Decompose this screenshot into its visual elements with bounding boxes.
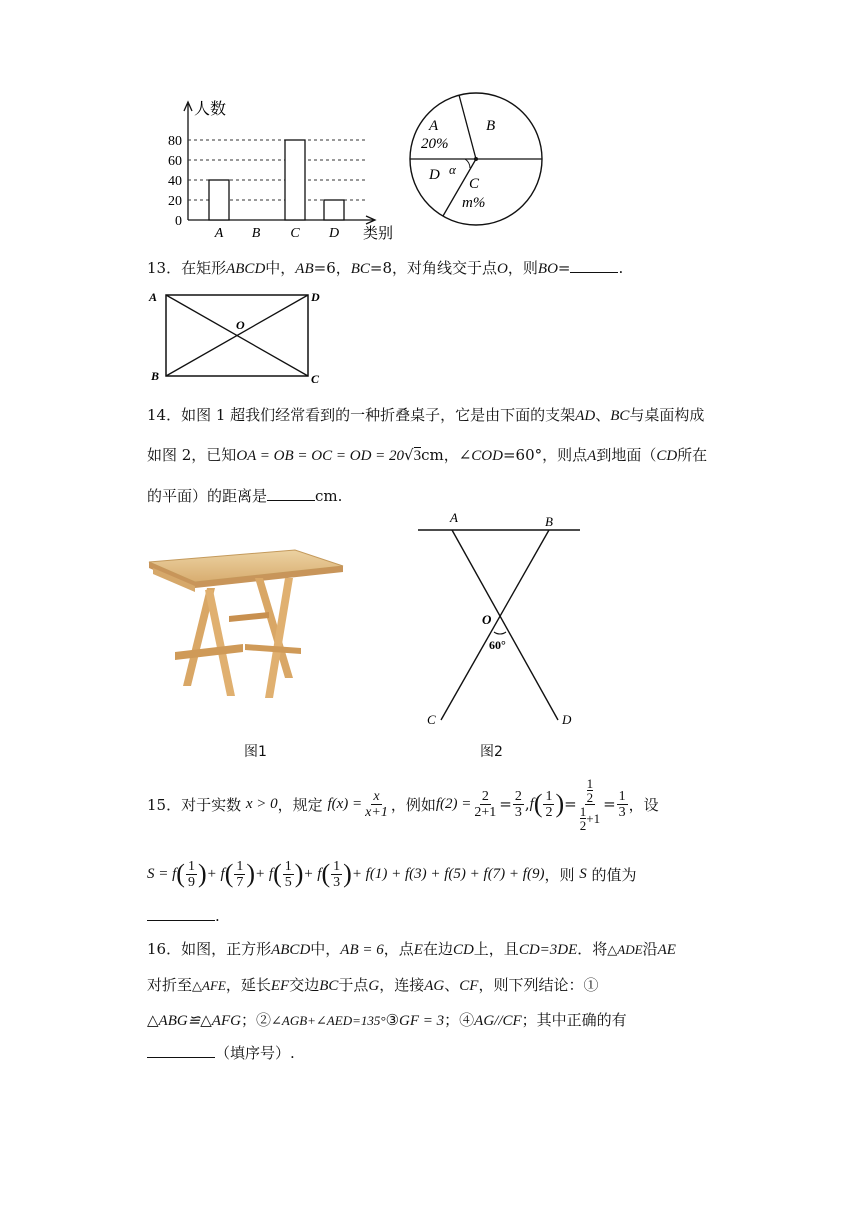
vertex-d: D — [311, 290, 320, 304]
frac-one-third: $\frac{1}{3}$ — [618, 788, 626, 820]
leg-right-b — [265, 578, 293, 698]
vertex-a: A — [149, 290, 158, 304]
q14-answer-blank[interactable] — [267, 486, 315, 501]
point-o: O — [236, 318, 245, 332]
bar-chart — [160, 90, 400, 245]
pie-label-c: C — [469, 176, 480, 192]
x-tick-label-B: B — [251, 226, 261, 241]
q16-answer-blank[interactable] — [147, 1043, 215, 1058]
alpha-arc — [465, 159, 470, 168]
q16-line2: 对折至△AFE，延长EF交边BC于点G，连接AG、CF，则下列结论：① — [147, 976, 599, 994]
bar-C — [285, 140, 305, 220]
frac-1-7: $\frac{1}{7}$ — [236, 858, 244, 890]
y-tick-label: 60 — [168, 154, 182, 169]
x-tick-label-C: C — [290, 226, 300, 241]
angle-cod-arc — [494, 632, 506, 634]
x-axis-label: 类别 — [363, 226, 394, 242]
fig2-label-angle: 60° — [489, 638, 506, 652]
frac-1-9: $\frac{1}{9}$ — [187, 858, 195, 890]
fig2-label-c: C — [427, 712, 436, 727]
vertex-c: C — [311, 372, 320, 386]
leg-left-b — [205, 590, 235, 696]
y-tick-label: 40 — [168, 174, 182, 189]
bar-D — [324, 200, 344, 220]
x-tick-label-D: D — [328, 226, 340, 241]
q14-line3: 的平面）的距离是 cm. — [147, 487, 343, 505]
frac-1-3: $\frac{1}{3}$ — [333, 858, 341, 890]
y-axis-label: 人数 — [194, 101, 227, 118]
q14-line1: 14．如图 1 超我们经常看到的一种折叠桌子，它是由下面的支架AD、BC与桌面构成 — [147, 406, 705, 424]
pie-divider-top — [459, 95, 476, 159]
q15-answer-blank[interactable] — [147, 906, 215, 921]
frac-half: $\frac{1}{2}$ — [545, 788, 553, 820]
pie-chart — [405, 90, 550, 235]
frac-2-over-3-expanded: $\frac{2}{2+1}$ — [474, 788, 497, 820]
pie-label-alpha: α — [449, 162, 456, 177]
frac-1-5: $\frac{1}{5}$ — [284, 858, 292, 890]
vertex-b: B — [151, 369, 160, 383]
pie-label-a: A — [429, 118, 439, 134]
crossbar-front — [175, 644, 243, 660]
q15-line1: 15． 对于实数 x > 0 ，规定 f(x) = $\frac{x}{x+1}$ ，例如 f(2) = $\frac{2}{2+1}$ = $\frac{2}{3}$ , f ( $\frac{1}{2}$ ) = 1 2 1 2 +1 = $\frac{1}{3}$ ，设 — [147, 775, 659, 833]
x-tick-label-A: A — [214, 226, 224, 241]
crossbar-mid — [229, 612, 269, 622]
q13-rectangle-figure — [145, 285, 330, 390]
pie-label-d: D — [429, 167, 440, 183]
support-ad — [452, 530, 558, 720]
q13-answer-blank[interactable] — [570, 258, 618, 273]
frac-compound: 1 2 1 2 +1 — [579, 775, 601, 833]
bar-A — [209, 180, 229, 220]
y-tick-label: 0 — [175, 214, 182, 229]
pie-label-c-pct: m% — [462, 195, 486, 211]
q14-figure2 — [410, 508, 590, 733]
fig2-label-o: O — [482, 612, 492, 627]
pie-label-b: B — [486, 118, 496, 134]
support-bc — [441, 530, 549, 720]
pie-center — [474, 157, 478, 161]
q13-text: 13．在矩形ABCD中，AB=6，BC=8，对角线交于点O，则BO= . — [147, 259, 624, 277]
q15-line2: S = f ( $\frac{1}{9}$ ) + f ( $\frac{1}{7}$ ) + f ( $\frac{1}{5}$ ) + f ( $\frac{1}{3}$ ) + f(1) + f(3) + f(5) + f(7) + f(9) ，则 S 的值为 — [147, 858, 637, 890]
fig2-caption: 图2 — [480, 744, 503, 760]
q16-line1: 16．如图，正方形ABCD中，AB = 6，点E在边CD上，且CD=3DE．将△ADE沿AE — [147, 940, 676, 958]
q16-line3: △ABG≌△AFG；②∠AGB+∠AED=135°③GF = 3；④AG//CF；其中正确的有 — [147, 1011, 627, 1029]
fig2-label-b: B — [545, 514, 553, 529]
fig2-label-a: A — [450, 510, 458, 525]
sqrt-sign: √ — [404, 446, 414, 464]
pie-label-a-pct: 20% — [421, 136, 449, 152]
y-tick-label: 80 — [168, 134, 182, 149]
fig1-caption: 图1 — [244, 744, 267, 760]
frac-2-3: $\frac{2}{3}$ — [514, 788, 522, 820]
fig2-label-d: D — [562, 712, 572, 727]
q16-line4: （填序号）. — [147, 1042, 295, 1063]
q15-line3: . — [147, 906, 220, 925]
q14-line2: 如图 2，已知OA = OB = OC = OD = 20√3cm，∠COD=60°，则点A到地面（CD所在 — [147, 446, 708, 464]
frac-x-over-x-plus-1: $\frac{x}{x+1}$ — [365, 788, 388, 820]
folding-table-photo — [145, 548, 345, 708]
y-tick-label: 20 — [168, 194, 182, 209]
